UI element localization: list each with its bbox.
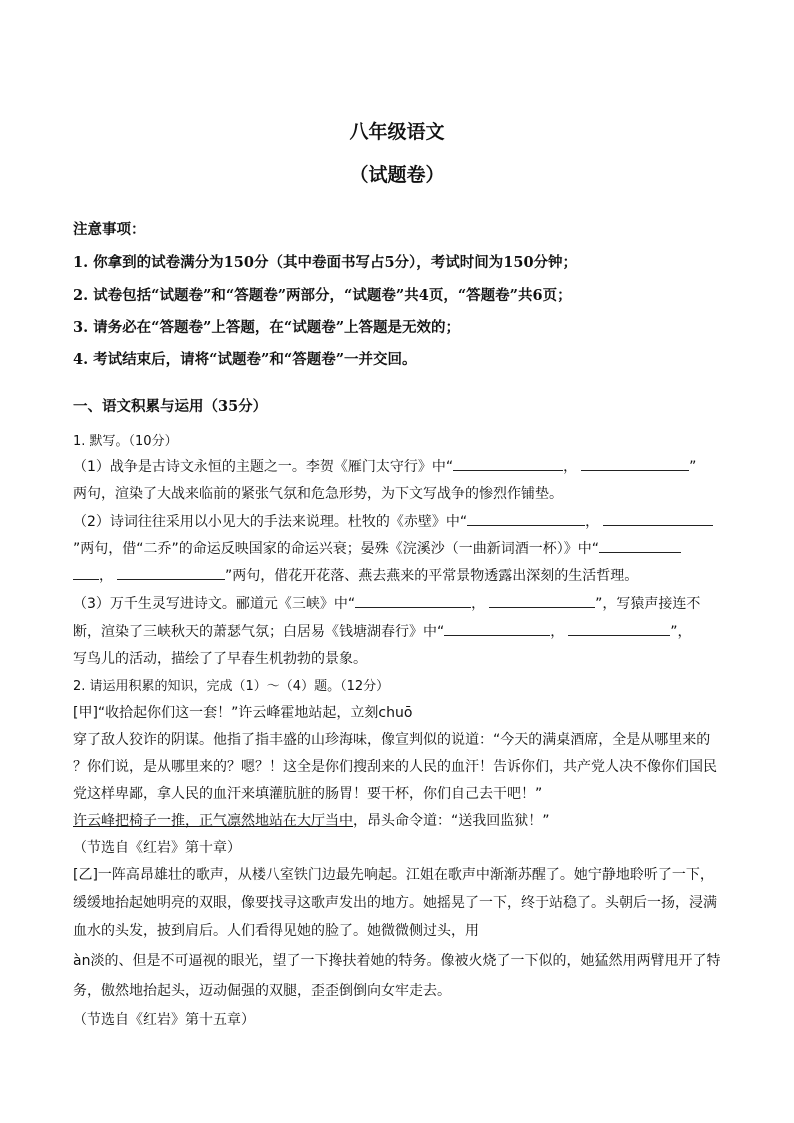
answer-blank[interactable] xyxy=(73,565,99,580)
q1-part3-line1: （3）万千生灵写进诗文。郦道元《三峡》中“ ， ”，写猿声接连不 xyxy=(73,593,700,613)
answer-blank[interactable] xyxy=(599,538,681,553)
notice-item: 3. 请务必在“答题卷”上答题，在“试题卷”上答题是无效的； xyxy=(73,319,461,336)
passage-jia-line: ？你们说，是从哪里来的？嗯？！这全是你们搜刮来的人民的血汗！告诉你们，共产党人决不像你们国民 xyxy=(73,759,717,775)
answer-blank[interactable] xyxy=(568,621,670,636)
answer-blank[interactable] xyxy=(581,456,689,471)
notice-item: 1. 你拿到的试卷满分为150分（其中卷面书写占5分），考试时间为150分钟； xyxy=(73,254,578,271)
exam-subtitle: （试题卷） xyxy=(349,164,445,186)
q1-part1-line1: （1）战争是古诗文永恒的主题之一。李贺《雁门太守行》中“ ， ” xyxy=(73,456,696,476)
passage-jia-line: 许云峰把椅子一推，正气凛然地站在大厅当中，昂头命令道：“送我回监狱！” xyxy=(73,813,550,829)
section-heading: 一、语文积累与运用（35分） xyxy=(73,398,268,415)
passage-yi-source: （节选自《红岩》第十五章） xyxy=(73,1012,255,1028)
passage-yi-line: 血水的头发，披到肩后。人们看得见她的脸了。她微微侧过头，用 xyxy=(73,923,479,939)
passage-jia-line: 穿了敌人狡诈的阴谋。他指了指丰盛的山珍海味，像宣判似的说道：“今天的满桌酒席，全是从哪里来的 xyxy=(73,732,711,748)
answer-blank[interactable] xyxy=(355,593,471,608)
exam-title: 八年级语文 xyxy=(349,121,445,143)
q1-part3-line3: 写鸟儿的活动，描绘了了早春生机勃勃的景象。 xyxy=(73,651,367,667)
notice-item: 4. 考试结束后，请将“试题卷”和“答题卷”一并交回。 xyxy=(73,351,417,368)
notice-item: 2. 试卷包括“试题卷”和“答题卷”两部分，“试题卷”共4页，“答题卷”共6页； xyxy=(73,287,572,304)
q1-part1-line2: 两句，渲染了大战来临前的紧张气氛和危急形势，为下文写战争的惨烈作铺垫。 xyxy=(73,486,563,502)
answer-blank[interactable] xyxy=(603,511,713,526)
question-2-stem: 2. 请运用积累的知识，完成（1）～（4）题。（12分） xyxy=(73,679,390,694)
q1-part2-line2: ”两句，借“二乔”的命运反映国家的命运兴衰；晏殊《浣溪沙（一曲新词酒一杯）》中“ xyxy=(73,538,681,558)
q1-part3-line2: 断，渲染了三峡秋天的萧瑟气氛；白居易《钱塘湖春行》中“ ， ”， xyxy=(73,621,692,641)
passage-jia-source: （节选自《红岩》第十章） xyxy=(73,840,241,856)
notice-heading: 注意事项： xyxy=(73,221,146,238)
passage-jia-line: [甲]“收拾起你们这一套！”许云峰霍地站起，立刻chuō xyxy=(73,705,413,721)
q1-part2-line1: （2）诗词往往采用以小见大的手法来说理。杜牧的《赤壁》中“ ， xyxy=(73,511,713,531)
underlined-sentence: 许云峰把椅子一推，正气凛然地站在大厅当中 xyxy=(73,813,353,829)
passage-yi-line: 务，傲然地抬起头，迈动倔强的双腿，歪歪倒倒向女牢走去。 xyxy=(73,983,451,999)
answer-blank[interactable] xyxy=(453,456,563,471)
answer-blank[interactable] xyxy=(117,565,225,580)
answer-blank[interactable] xyxy=(467,511,585,526)
passage-yi-line: [乙]一阵高昂雄壮的歌声，从楼八室铁门边最先响起。江姐在歌声中渐渐苏醒了。她宁静地聆听了一下， xyxy=(73,867,714,883)
question-1-stem: 1. 默写。（10分） xyxy=(73,434,178,449)
passage-jia-line: 党这样卑鄙，拿人民的血汗来填灌肮脏的肠胃！要干杯，你们自己去干吧！” xyxy=(73,786,543,802)
answer-blank[interactable] xyxy=(444,621,550,636)
q1-part2-line3: ， ”两句，借花开花落、燕去燕来的平常景物透露出深刻的生活哲理。 xyxy=(73,565,638,585)
passage-yi-line: àn淡的、但是不可逼视的眼光，望了一下搀扶着她的特务。像被火烧了一下似的，她猛然用两臂甩开了特 xyxy=(73,953,721,969)
passage-yi-line: 缓缓地抬起她明亮的双眼，像要找寻这歌声发出的地方。她摇晃了一下，终于站稳了。头朝后一扬，浸满 xyxy=(73,895,717,911)
answer-blank[interactable] xyxy=(489,593,595,608)
